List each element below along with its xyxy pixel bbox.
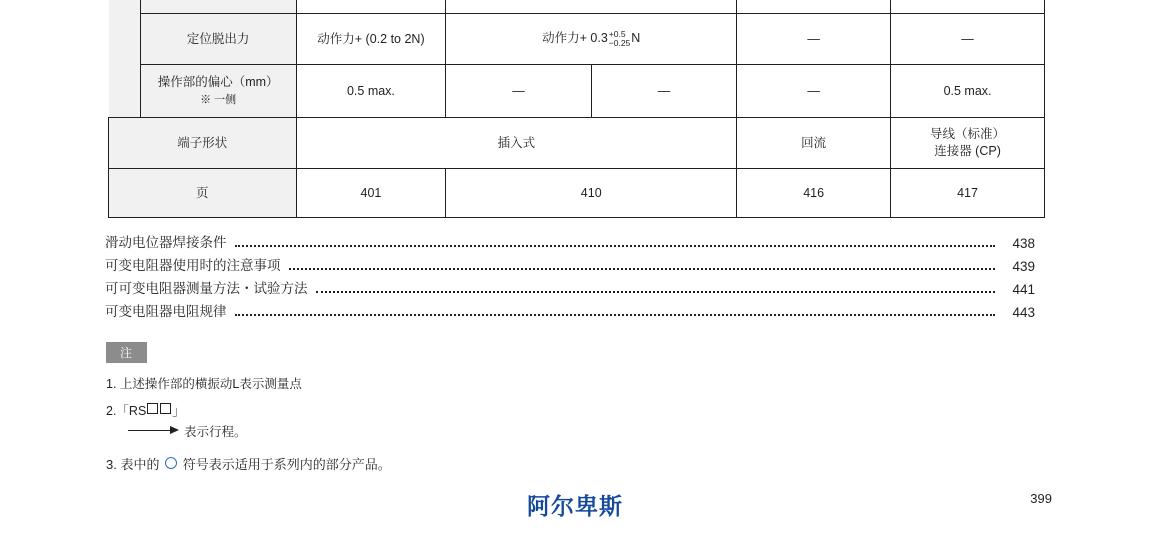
circle-symbol-icon (165, 457, 177, 469)
specification-table (108, 0, 1045, 218)
cell-value: 417 (891, 169, 1045, 218)
cell-line-2: 连接器 (CP) (934, 144, 1001, 158)
cell-value: 插入式 (296, 118, 737, 169)
table-row (109, 118, 1045, 169)
table-of-contents (105, 228, 1035, 320)
note-item-2-prefix: 2.「RS (106, 403, 147, 418)
row-label (140, 0, 296, 14)
table-row (109, 169, 1045, 218)
tolerance-prefix: 动作力+ 0.3 (542, 31, 608, 46)
cell-value (446, 0, 737, 14)
cell-value (891, 118, 1045, 169)
toc-entry-title: 可可变电阻器测量方法・试验方法 (105, 281, 308, 296)
row-label-note (200, 0, 236, 1)
row-label: 定位脱出力 (140, 14, 296, 65)
row-label-note: ※ 一侧 (200, 94, 237, 106)
cell-value: — (446, 65, 591, 118)
toc-entry-title: 滑动电位器焊接条件 (105, 235, 227, 250)
toc-entry[interactable] (105, 274, 1035, 297)
cell-value: 回流 (737, 118, 891, 169)
toc-entry[interactable] (105, 297, 1035, 320)
row-label: 端子形状 (109, 118, 297, 169)
row-label-gutter (109, 14, 141, 65)
fraction-denominator (946, 0, 990, 3)
brand-logo: 阿尔卑斯 (527, 493, 623, 519)
toc-entry-title: 可变电阻器使用时的注意事项 (105, 258, 281, 273)
toc-leader-dots (289, 267, 996, 270)
arrow-right-icon (128, 426, 180, 436)
note-item-1: 1. 上述操作部的横振动L表示测量点 (106, 377, 302, 391)
cell-line-1: 导线（标准） (930, 127, 1006, 142)
cell-value (891, 0, 1045, 14)
cell-value: 动作力+ (0.2 to 2N) (296, 14, 446, 65)
row-label-gutter (109, 0, 141, 14)
toc-leader-dots (235, 244, 996, 247)
cell-value: 0.5 max. (891, 65, 1045, 118)
fraction (349, 0, 393, 3)
fraction-denominator (349, 0, 393, 3)
toc-entry[interactable] (105, 251, 1035, 274)
toc-entry[interactable] (105, 228, 1035, 251)
toc-leader-dots (235, 313, 996, 316)
cell-value (446, 14, 737, 65)
tolerance-upper: +0.5 (608, 29, 626, 40)
tolerance-unit: N (631, 31, 641, 46)
tolerance-values (609, 30, 631, 48)
toc-entry-page: 443 (1012, 305, 1035, 320)
row-label-gutter (109, 65, 141, 118)
page-number: 399 (1030, 491, 1052, 506)
fraction (946, 0, 990, 3)
cell-value: 401 (296, 169, 446, 218)
notes-block (106, 342, 806, 473)
row-label-text: 操作部的偏心（mm） (157, 75, 279, 90)
row-label: 页 (109, 169, 297, 218)
cell-value: 0.5 max. (296, 65, 446, 118)
note-item-2-arrow (128, 422, 806, 440)
table-row (109, 0, 1045, 14)
notes-badge: 注 (106, 342, 147, 363)
cell-value: — (737, 14, 891, 65)
note-item-2 (106, 402, 806, 421)
row-label (140, 65, 296, 118)
toc-entry-page: 438 (1012, 236, 1035, 251)
cell-value: — (591, 65, 736, 118)
note-item-2-suffix: 」 (172, 403, 185, 418)
note-item-2-arrow-label: 表示行程。 (184, 424, 247, 439)
cell-value (296, 0, 446, 14)
placeholder-box-icon (160, 403, 171, 414)
toc-leader-dots (316, 290, 996, 293)
placeholder-box-icon (147, 403, 158, 414)
note-item-3 (106, 454, 806, 473)
cell-value: 416 (737, 169, 891, 218)
toc-entry-title: 可变电阻器电阻规律 (105, 304, 227, 319)
cell-value: 410 (446, 169, 737, 218)
toc-entry-page: 441 (1012, 282, 1035, 297)
cell-value (737, 0, 891, 14)
tolerance-lower: −0.25 (608, 38, 631, 48)
cell-value: — (737, 65, 891, 118)
note-item-3-suffix: 符号表示适用于系列内的部分产品。 (182, 456, 391, 472)
table-row (109, 14, 1045, 65)
table-row (109, 65, 1045, 118)
toc-entry-page: 439 (1012, 259, 1035, 274)
cell-value: — (891, 14, 1045, 65)
note-item-3-prefix: 3. 表中的 (106, 456, 160, 472)
